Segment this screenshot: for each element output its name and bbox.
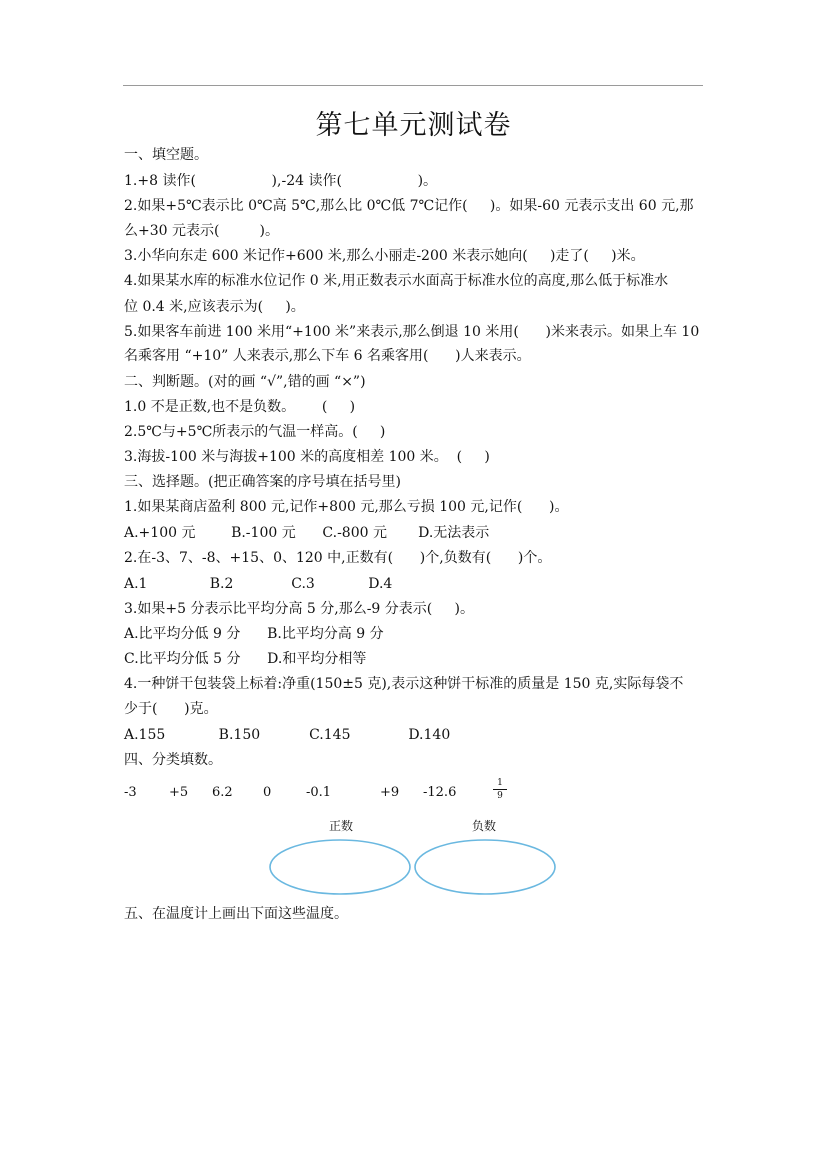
number-item: +5 <box>169 785 189 800</box>
question-line: 2.如果+5℃表示比 0℃高 5℃,那么比 0℃低 7℃记作( )。如果-60 元表示支出 60 元,那 <box>124 198 694 214</box>
section-heading-choice: 三、选择题。(把正确答案的序号填在括号里) <box>124 474 401 490</box>
number-item: +9 <box>380 785 400 800</box>
number-item: 0 <box>263 785 272 800</box>
question-line: 么+30 元表示( )。 <box>124 223 279 239</box>
options-line: A.比平均分低 9 分 B.比平均分高 9 分 <box>124 626 384 642</box>
number-item: -12.6 <box>423 785 457 800</box>
section-heading-classify: 四、分类填数。 <box>124 752 222 768</box>
positive-oval <box>270 840 410 894</box>
page-title: 第七单元测试卷 <box>315 110 512 141</box>
fraction-denominator: 9 <box>497 791 503 801</box>
question-line: 1.+8 读作( ),-24 读作( )。 <box>124 173 438 189</box>
section-heading-thermometer: 五、在温度计上画出下面这些温度。 <box>124 906 348 922</box>
section-heading-true-false: 二、判断题。(对的画 “√”,错的画 “×”) <box>124 374 366 390</box>
question-line: 1.0 不是正数,也不是负数。 ( ) <box>124 399 356 415</box>
question-line: 2.在-3、7、-8、+15、0、120 中,正数有( )个,负数有( )个。 <box>124 550 552 566</box>
number-item: -0.1 <box>306 785 332 800</box>
question-line: 3.小华向东走 600 米记作+600 米,那么小丽走-200 米表示她向( )走了( )米。 <box>124 248 645 264</box>
section-heading-fill-blank: 一、填空题。 <box>124 147 208 163</box>
question-line: 3.如果+5 分表示比平均分高 5 分,那么-9 分表示( )。 <box>124 601 474 617</box>
fraction-numerator: 1 <box>497 778 503 788</box>
question-line: 5.如果客车前进 100 米用“+100 米”来表示,那么倒退 10 米用( )米来表示。如果上车 10 <box>124 324 700 340</box>
number-item: -3 <box>124 785 137 800</box>
question-line: 3.海拔-100 米与海拔+100 米的高度相差 100 米。 ( ) <box>124 449 490 465</box>
negative-oval-label: 负数 <box>472 819 497 833</box>
options-line: A.1 B.2 C.3 D.4 <box>124 576 393 592</box>
options-line: A.+100 元 B.-100 元 C.-800 元 D.无法表示 <box>124 525 490 541</box>
question-line: 位 0.4 米,应该表示为( )。 <box>124 299 305 315</box>
negative-oval <box>415 840 555 894</box>
question-line: 4.一种饼干包装袋上标着:净重(150±5 克),表示这种饼干标准的质量是 150 克,实际每袋不 <box>124 676 684 692</box>
question-line: 1.如果某商店盈利 800 元,记作+800 元,那么亏损 100 元,记作( )。 <box>124 499 569 515</box>
options-line: A.155 B.150 C.145 D.140 <box>124 727 451 743</box>
options-line: C.比平均分低 5 分 D.和平均分相等 <box>124 651 367 667</box>
question-line: 2.5℃与+5℃所表示的气温一样高。( ) <box>124 424 386 440</box>
question-line: 名乘客用 “+10” 人来表示,那么下车 6 名乘客用( )人来表示。 <box>124 348 531 364</box>
question-line: 4.如果某水库的标准水位记作 0 米,用正数表示水面高于标准水位的高度,那么低于标准水 <box>124 273 669 289</box>
number-item: 6.2 <box>212 785 233 800</box>
positive-oval-label: 正数 <box>329 819 354 833</box>
question-line: 少于( )克。 <box>124 701 218 717</box>
